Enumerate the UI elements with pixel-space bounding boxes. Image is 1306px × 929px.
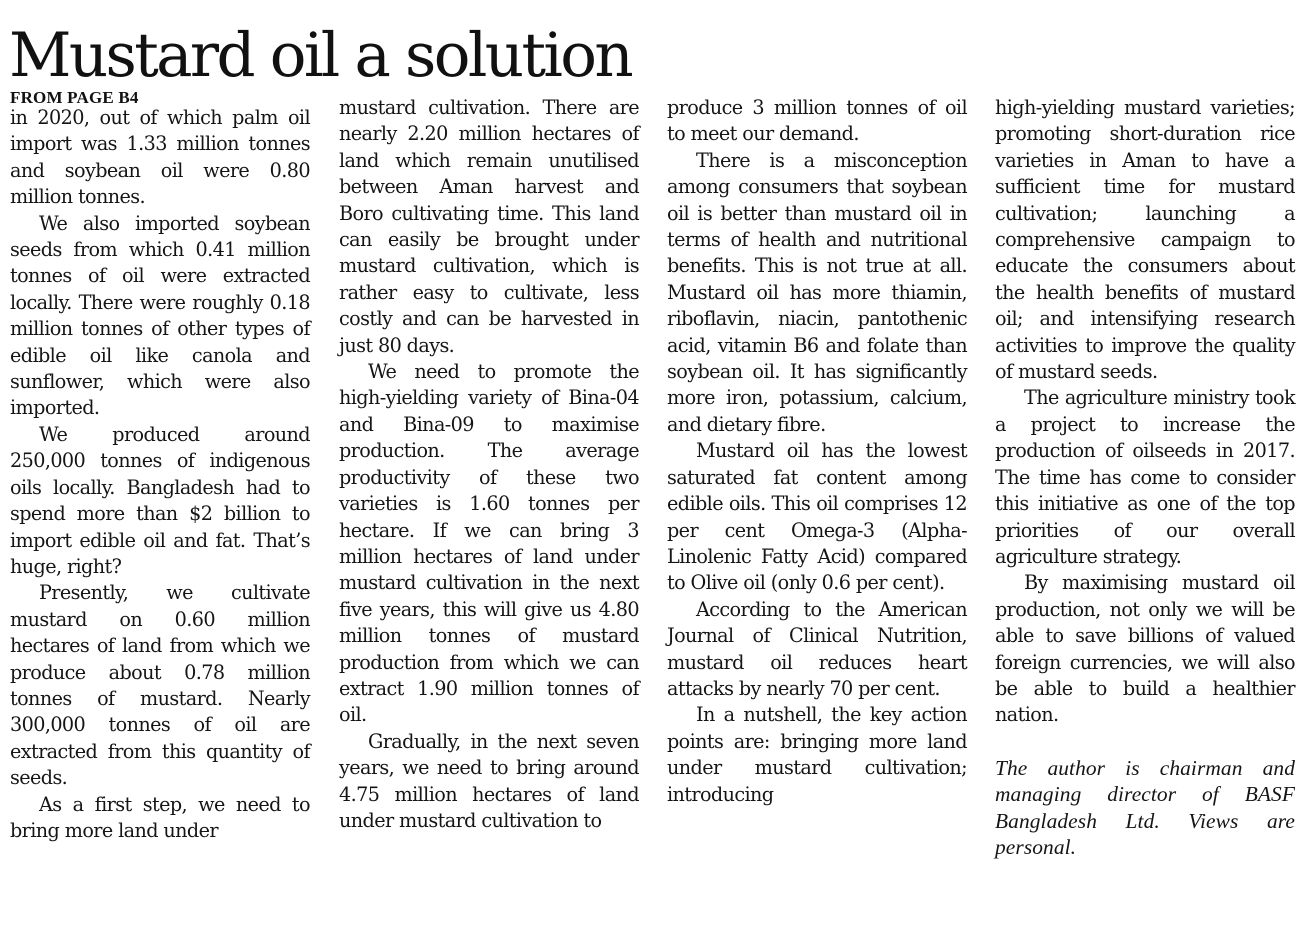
paragraph: Mustard oil has the lowest saturated fat content among edible oils. This oil comprises 12 per cent Omega-3 (Alpha-Linolenic Fatty Acid) compared to Olive oil (only 0.6 per cent). (667, 439, 967, 595)
paragraph: produce 3 million tonnes of oil to meet our demand. (667, 96, 967, 146)
paragraph: According to the American Journal of Clinical Nutrition, mustard oil reduces heart attacks by nearly 70 per cent. (667, 597, 967, 700)
paragraph: We also imported soybean seeds from which 0.41 million tonnes of oil were extracted locally. There were roughly 0.18 million tonnes of other types of edible oil like canola and sunflower, which were also imported. (10, 211, 310, 420)
paragraph: Gradually, in the next seven years, we need to bring around 4.75 million hectares of land under mustard cultivation to (339, 729, 639, 832)
paragraph: high-yielding mustard varieties; promoting short-duration rice varieties in Aman to have a sufficient time for mustard cultivation; launching a comprehensive campaign to educate the consumers about the health benefits of mustard oil; and intensifying research activities to improve the quality of mustard seeds. (995, 96, 1295, 384)
paragraph: By maximising mustard oil production, not only we will be able to save billions of valued foreign currencies, we will also be able to build a healthier nation. (995, 571, 1295, 727)
paragraph: We need to promote the high-yielding variety of Bina-04 and Bina-09 to maximise production. The average productivity of these two varieties is 1.60 tonnes per hectare. If we can bring 3 million hectares of land under mustard cultivation in the next five years, this will give us 4.80 million tonnes of mustard production from which we can extract 1.90 million tonnes of oil. (339, 360, 639, 727)
paragraph: We produced around 250,000 tonnes of indigenous oils locally. Bangladesh had to spend more than $2 billion to import edible oil and fat. That’s huge, right? (10, 422, 310, 578)
paragraph: The agriculture ministry took a project to increase the production of oilseeds in 2017. The time has come to consider this initiative as one of the top priorities of our overall agriculture strategy. (995, 386, 1295, 568)
kicker: FROM PAGE B4 (10, 88, 139, 107)
paragraph: As a first step, we need to bring more land under (10, 792, 310, 842)
paragraph: mustard cultivation. There are nearly 2.20 million hectares of land which remain unutilised between Aman harvest and Boro cultivating time. This land can easily be brought under mustard cultivation, which is rather easy to cultivate, less costly and can be harvested in just 80 days. (339, 96, 639, 357)
column-4 (995, 95, 1295, 860)
paragraph: in 2020, out of which palm oil import was 1.33 million tonnes and soybean oil were 0.80 million tonnes. (10, 106, 310, 209)
paragraph: In a nutshell, the key action points are: bringing more land under mustard cultivation; introducing (667, 703, 967, 806)
column-3 (667, 95, 967, 808)
column-1 (10, 88, 310, 844)
paragraph: Presently, we cultivate mustard on 0.60 million hectares of land from which we produce about 0.78 million tonnes of mustard. Nearly 300,000 tonnes of oil are extracted from this quantity of seeds. (10, 581, 310, 790)
column-2 (339, 95, 639, 834)
author-byline: The author is chairman and managing director of BASF Bangladesh Ltd. Views are personal. (995, 755, 1295, 859)
headline: Mustard oil a solution (9, 20, 632, 91)
paragraph: There is a misconception among consumers that soybean oil is better than mustard oil in terms of health and nutritional benefits. This is not true at all. Mustard oil has more thiamin, riboflavin, niacin, pantothenic acid, vitamin B6 and folate than soybean oil. It has significantly more iron, potassium, calcium, and dietary fibre. (667, 148, 967, 436)
